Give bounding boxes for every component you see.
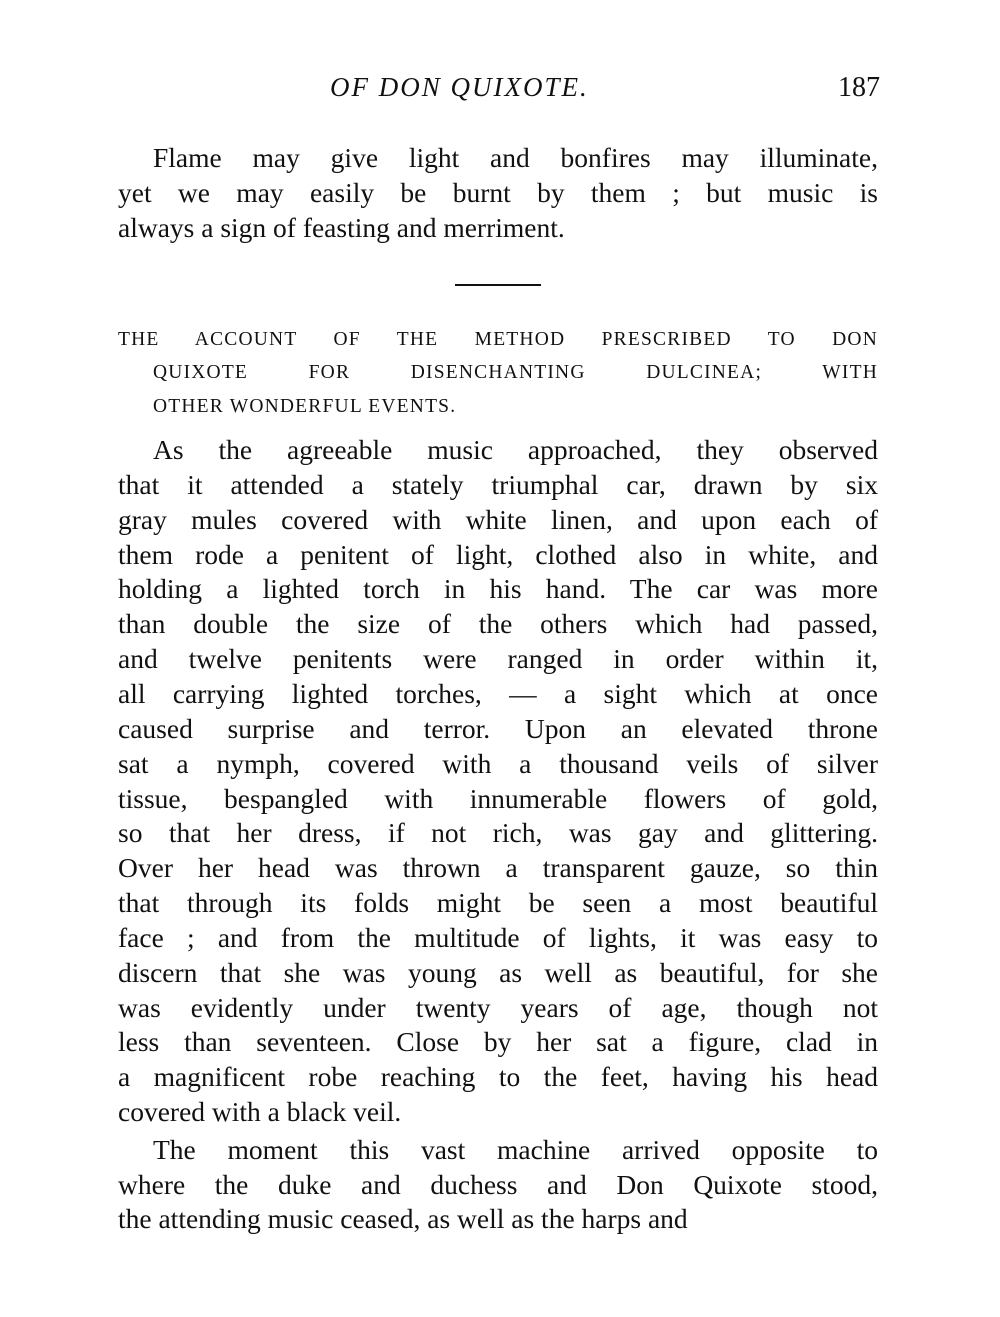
text-line: all carrying lighted torches, — a sight which at once [118,677,878,709]
text-line: them rode a penitent of light, clothed also in white, and [118,538,878,570]
text-line: The moment this vast machine arrived opposite to [153,1134,878,1165]
text-line: the attending music ceased, as well as the harps and [118,1203,688,1234]
heading-line: QUIXOTE FOR DISENCHANTING DULCINEA; WITH [153,362,878,383]
text-line: sat a nymph, covered with a thousand veils of silver [118,747,878,779]
heading-line: OTHER WONDERFUL EVENTS. [153,396,457,417]
text-line: less than seventeen. Close by her sat a figure, clad in [118,1026,878,1058]
text-line: that through its folds might be seen a most beautiful [118,887,878,919]
text-line: Flame may give light and bonfires may illuminate, [153,142,878,173]
text-line: and twelve penitents were ranged in order within it, [118,643,878,675]
text-line: discern that she was young as well as beautiful, for she [118,956,878,988]
text-line: a magnificent robe reaching to the feet, having his head [118,1061,878,1093]
text-line: Over her head was thrown a transparent gauze, so thin [118,852,878,884]
text-line: caused surprise and terror. Upon an elevated throne [118,712,878,744]
text-line: As the agreeable music approached, they observed [153,434,878,465]
running-title: OF DON QUIXOTE. [330,72,589,102]
page-number: 187 [838,72,880,103]
text-line: so that her dress, if not rich, was gay and glittering. [118,817,878,849]
text-line: covered with a black veil. [118,1096,402,1128]
text-line: where the duke and duchess and Don Quixote stood, [118,1168,878,1200]
text-line: always a sign of feasting and merriment. [118,212,565,243]
heading-line: THE ACCOUNT OF THE METHOD PRESCRIBED TO DON [118,329,878,350]
text-line: yet we may easily be burnt by them ; but music is [118,177,878,208]
text-line: holding a lighted torch in his hand. The car was more [118,573,878,605]
text-line: was evidently under twenty years of age, though not [118,991,878,1023]
text-line: than double the size of the others which had passed, [118,608,878,640]
text-line: tissue, bespangled with innumerable flowers of gold, [118,782,878,814]
text-line: that it attended a stately triumphal car, drawn by six [118,468,878,500]
text-line: face ; and from the multitude of lights, it was easy to [118,921,878,953]
section-divider [455,284,541,286]
text-line: gray mules covered with white linen, and upon each of [118,503,878,535]
